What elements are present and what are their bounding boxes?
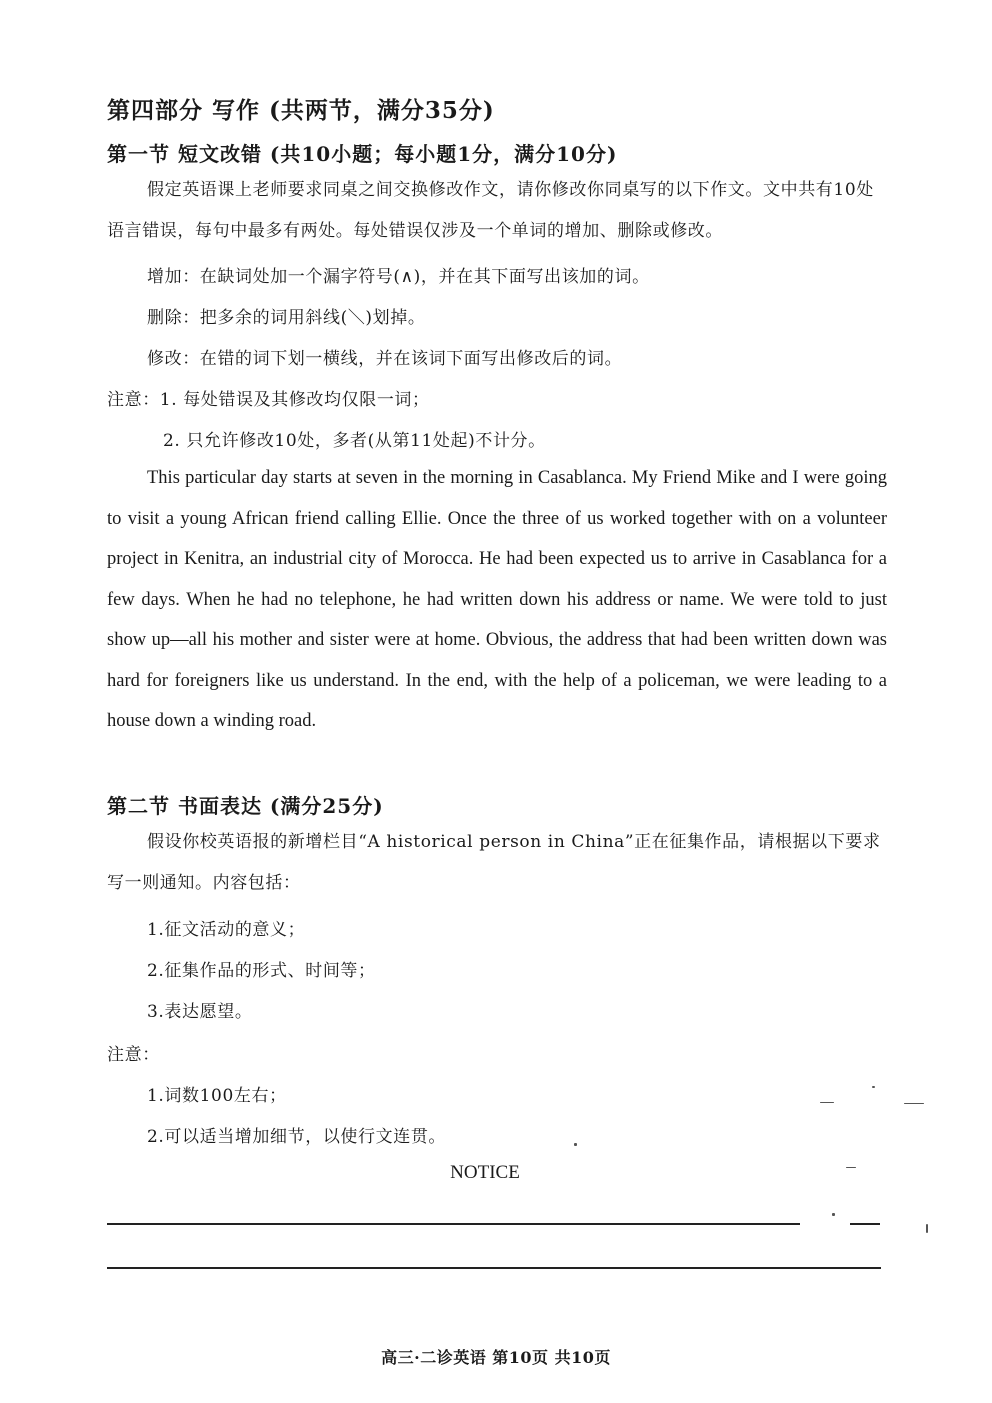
modify-rule: 修改：在错的词下划一横线，并在该词下面写出修改后的词。 [147,349,623,369]
answer-line-1 [107,1223,800,1225]
note-label: 注意： [107,1045,160,1065]
coherence-note: 2.可以适当增加细节，以使行文连贯。 [147,1127,447,1147]
scan-speck [872,1086,875,1088]
scan-speck [574,1143,577,1146]
scan-speck [832,1213,835,1216]
section2-heading: 第二节 书面表达 (满分25分) [107,794,384,818]
note-1: 注意：1. 每处错误及其修改均仅限一词； [107,390,430,410]
notice-title: NOTICE [450,1162,520,1183]
page-footer: 高三·二诊英语 第10页 共10页 [381,1348,611,1367]
note-2: 2. 只允许修改10处，多者(从第11处起)不计分。 [163,431,546,451]
add-rule: 增加：在缺词处加一个漏字符号(∧)，并在其下面写出该加的词。 [147,267,650,287]
error-correction-passage: This particular day starts at seven in the morning in Casablanca. My Friend Mike and I were going to visit a young African friend calling Ellie. Once the three of us worked together with on a volunteer project in Kenitra, an industrial city of Morocca. He had been expected us to arrive in Casablanca for a few days. When he had no telephone, he had written down his address or name. We were told to just show up—all his mother and sister were at home. Obvious, the address that had been written down was hard for foreigners like us understand. In the end, with the help of a policeman, we were leading to a house down a winding road. [107,468,887,731]
delete-rule: 删除：把多余的词用斜线(＼)划掉。 [147,308,426,328]
word-count-note: 1.词数100左右； [147,1086,287,1106]
requirement-1: 1.征文活动的意义； [147,920,306,940]
scan-speck [904,1103,924,1104]
answer-line-1-tail [850,1223,880,1225]
requirement-2: 2.征集作品的形式、时间等； [147,961,376,981]
section2-instructions: 假设你校英语报的新增栏目“A historical person in China”正在征集作品，请根据以下要求写一则通知。内容包括： [107,832,881,893]
section1-heading: 第一节 短文改错 (共10小题；每小题1分，满分10分) [107,142,618,166]
scan-speck [846,1167,856,1168]
part-heading: 第四部分 写作 (共两节，满分35分) [107,97,495,124]
answer-line-2 [107,1267,881,1269]
scan-speck [820,1102,834,1103]
scan-speck [926,1224,928,1233]
requirement-3: 3.表达愿望。 [147,1002,253,1022]
section1-instructions: 假定英语课上老师要求同桌之间交换修改作文，请你修改你同桌写的以下作文。文中共有10处语言错误，每句中最多有两处。每处错误仅涉及一个单词的增加、删除或修改。 [107,180,874,241]
